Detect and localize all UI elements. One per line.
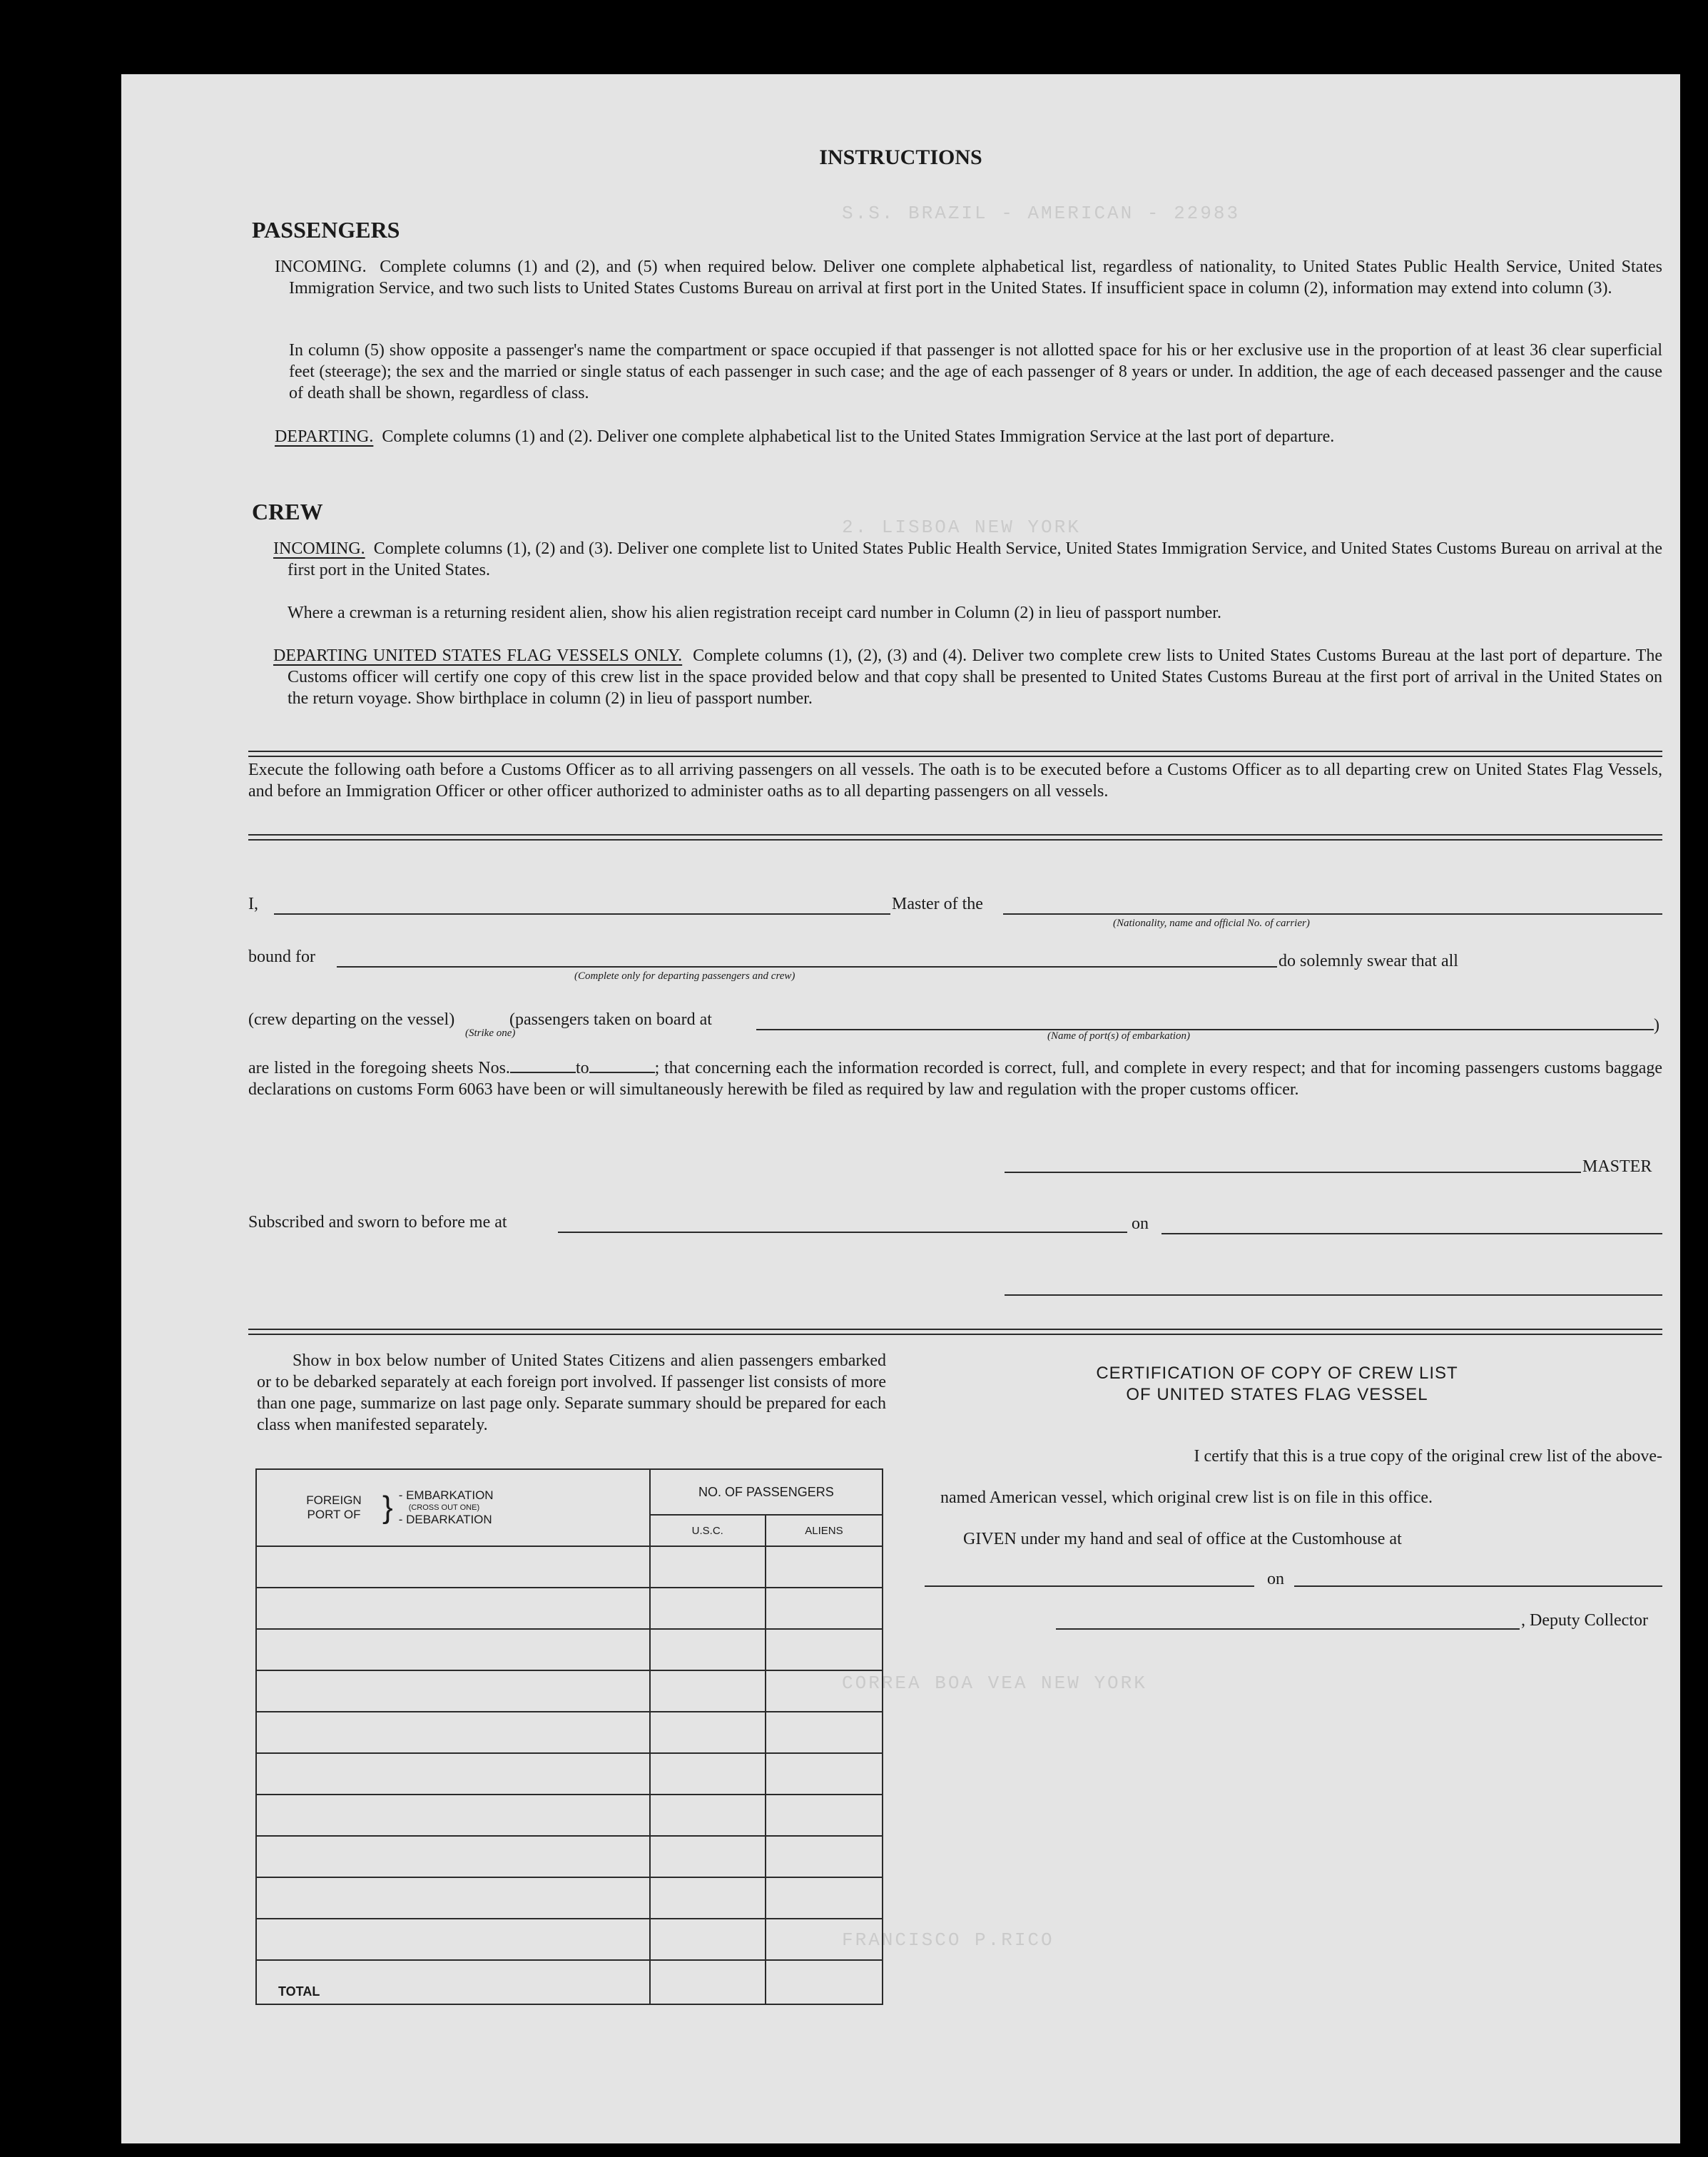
oath-intro-paragraph: Execute the following oath before a Customs Officer as to all arriving passengers on all vessels. The oath is to be executed before a Customs Officer as to all departing crew on United States Flag Vessels, and before an Immigration Officer or other officer authorized to administer oaths as to all departing passengers on all vessels. — [248, 761, 1662, 801]
port-cell[interactable] — [256, 1588, 650, 1629]
strike-one-caption: (Strike one) — [465, 1027, 516, 1039]
crew-incoming-label: INCOMING. — [273, 539, 365, 558]
table-row — [256, 1919, 883, 1960]
embarkation-label[interactable]: - EMBARKATION — [398, 1488, 494, 1502]
certification-date-field[interactable] — [1294, 1585, 1662, 1587]
usc-cell[interactable] — [650, 1836, 766, 1877]
aliens-cell[interactable] — [766, 1753, 883, 1795]
table-row — [256, 1836, 883, 1877]
section-divider — [248, 1329, 1662, 1335]
section-divider — [248, 751, 1662, 757]
usc-cell[interactable] — [650, 1670, 766, 1712]
port-cell[interactable] — [256, 1795, 650, 1836]
bound-for-field[interactable] — [337, 966, 1277, 968]
cross-out-label: (CROSS OUT ONE) — [408, 1503, 480, 1512]
port-cell[interactable] — [256, 1836, 650, 1877]
master-signature-field[interactable] — [1005, 1172, 1581, 1173]
aliens-cell[interactable] — [766, 1670, 883, 1712]
table-row — [256, 1670, 883, 1712]
sworn-on-label: on — [1132, 1214, 1149, 1233]
passenger-count-header: NO. OF PASSENGERS — [650, 1469, 883, 1515]
port-cell[interactable] — [256, 1712, 650, 1753]
total-label: TOTAL — [256, 1960, 650, 2004]
bleed-through-text: S.S. BRAZIL - AMERICAN - 22983 — [842, 203, 1241, 224]
aliens-cell[interactable] — [766, 1836, 883, 1877]
passengers-incoming-paragraph — [275, 256, 1662, 299]
usc-cell[interactable] — [650, 1588, 766, 1629]
bleed-through-text: FRANCISCO P.RICO — [842, 1929, 1054, 1951]
usc-cell[interactable] — [650, 1546, 766, 1588]
usc-cell[interactable] — [650, 1629, 766, 1670]
aliens-cell[interactable] — [766, 1546, 883, 1588]
port-cell[interactable] — [256, 1753, 650, 1795]
table-row — [256, 1629, 883, 1670]
total-row — [256, 1960, 883, 2004]
table-row — [256, 1712, 883, 1753]
aliens-cell[interactable] — [766, 1712, 883, 1753]
port-cell[interactable] — [256, 1670, 650, 1712]
embarkation-port-field[interactable] — [756, 1029, 1654, 1030]
crew-resident-paragraph: Where a crewman is a returning resident alien, show his alien registration receipt card number in Column (2) in lieu of passport number. — [288, 604, 1221, 622]
passengers-column5-paragraph: In column (5) show opposite a passenger's name the compartment or space occupied if that passenger is not allotted space for his or her exclusive use in the proportion of at least 36 clear superficial feet (steerage); the sex and the married or single status of each passenger in such case; and the age of each passenger of 8 years or under. In addition, the age of each deceased passenger and the cause of death shall be shown, regardless of class. — [289, 341, 1662, 402]
carrier-field[interactable] — [1003, 913, 1662, 915]
deputy-collector-label: , Deputy Collector — [1521, 1611, 1648, 1630]
foreign-port-label: FOREIGN PORT OF — [306, 1493, 362, 1521]
page-title: INSTRUCTIONS — [819, 146, 982, 169]
port-cell[interactable] — [256, 1919, 650, 1960]
certification-heading-line-2: OF UNITED STATES FLAG VESSEL — [1126, 1385, 1428, 1404]
passengers-incoming-label: INCOMING. — [275, 258, 367, 276]
passengers-departing-label: DEPARTING. — [275, 427, 374, 446]
summary-note: Show in box below number of United States Citizens and alien passengers embarked or to be debarked separately at each foreign port involved. If passenger list consists of more than one page, summarize on last page only. Separate summary should be prepared for each class when manifested separately. — [257, 1351, 886, 1434]
close-paren: ) — [1654, 1016, 1659, 1035]
oath-i-label: I, — [248, 895, 258, 913]
port-cell[interactable] — [256, 1546, 650, 1588]
listed-statement: ; that concerning each the information recorded is correct, full, and complete in every respect; and that for incoming passengers customs baggage declarations on customs Form 6063 have been or will simultaneously herewith be filed as required by law and regulation with the proper customs officer. — [248, 1059, 1662, 1099]
usc-cell[interactable] — [650, 1712, 766, 1753]
sheet-from-field[interactable] — [510, 1059, 576, 1073]
brace-icon: } — [382, 1490, 393, 1525]
aliens-total-cell[interactable] — [766, 1960, 883, 2004]
aliens-cell[interactable] — [766, 1919, 883, 1960]
aliens-cell[interactable] — [766, 1629, 883, 1670]
port-header-cell — [256, 1469, 650, 1546]
passengers-heading: PASSENGERS — [252, 217, 400, 243]
given-line: GIVEN under my hand and seal of office at the Customhouse at — [963, 1530, 1402, 1548]
bleed-through-text: CORREA BOA VEA NEW YORK — [842, 1673, 1147, 1694]
table-row — [256, 1588, 883, 1629]
passengers-departing-paragraph — [275, 426, 1662, 447]
table-row — [256, 1877, 883, 1919]
usc-cell[interactable] — [650, 1795, 766, 1836]
listed-to-label: to — [575, 1059, 589, 1077]
certification-on-label: on — [1267, 1570, 1284, 1588]
crew-incoming-text: Complete columns (1), (2) and (3). Deliver one complete list to United States Public Health Service, United States Immigration Service, and United States Customs Bureau on arrival at the first port in the United States. — [288, 539, 1663, 579]
usc-total-cell[interactable] — [650, 1960, 766, 2004]
bound-for-label: bound for — [248, 948, 315, 966]
sheet-to-field[interactable] — [589, 1059, 655, 1073]
listed-sheets-label: are listed in the foregoing sheets Nos. — [248, 1059, 510, 1077]
bound-for-caption: (Complete only for departing passengers and crew) — [574, 970, 795, 982]
certify-line-1: I certify that this is a true copy of the original crew list of the above- — [1194, 1447, 1662, 1466]
usc-cell[interactable] — [650, 1877, 766, 1919]
crew-departing-option[interactable]: (crew departing on the vessel) — [248, 1010, 455, 1029]
crew-departing-text: Complete columns (1), (2), (3) and (4). Deliver two complete crew lists to United States Customs Bureau at the last port of departure. The Customs officer will certify one copy of this crew list in the space provided below and that copy shall be presented to United States Customs Bureau at the first port of arrival in the United States on the return voyage. Show birthplace in column (2) in lieu of passport number. — [288, 646, 1663, 708]
document-page — [121, 74, 1680, 2143]
passengers-departing-text: Complete columns (1) and (2). Deliver one complete alphabetical list to the United States Immigration Service at the last port of departure. — [382, 427, 1335, 446]
port-caption: (Name of port(s) of embarkation) — [1047, 1030, 1190, 1042]
swear-label: do solemnly swear that all — [1279, 952, 1458, 970]
bleed-through-text: 2. LISBOA NEW YORK — [842, 517, 1081, 538]
usc-cell[interactable] — [650, 1919, 766, 1960]
section-divider — [248, 834, 1662, 841]
certification-heading — [992, 1363, 1562, 1406]
master-label: MASTER — [1582, 1157, 1652, 1176]
aliens-cell[interactable] — [766, 1588, 883, 1629]
crew-incoming-paragraph — [273, 538, 1662, 581]
passenger-summary-table — [255, 1468, 883, 2005]
usc-cell[interactable] — [650, 1753, 766, 1795]
aliens-cell[interactable] — [766, 1877, 883, 1919]
master-of-label: Master of the — [892, 895, 983, 913]
sworn-date-field[interactable] — [1161, 1233, 1662, 1234]
deputy-signature-field[interactable] — [1056, 1628, 1520, 1630]
aliens-cell[interactable] — [766, 1795, 883, 1836]
crew-departing-label: DEPARTING UNITED STATES FLAG VESSELS ONLY. — [273, 646, 683, 665]
debarkation-label[interactable]: - DEBARKATION — [398, 1513, 492, 1526]
crew-heading: CREW — [252, 499, 323, 524]
port-cell[interactable] — [256, 1877, 650, 1919]
crew-departing-paragraph — [273, 645, 1662, 709]
listed-paragraph — [248, 1057, 1662, 1100]
aliens-header: ALIENS — [766, 1515, 883, 1546]
usc-header: U.S.C. — [650, 1515, 766, 1546]
certification-heading-line-1: CERTIFICATION OF COPY OF CREW LIST — [1096, 1364, 1458, 1383]
officer-signature-field[interactable] — [1005, 1294, 1662, 1296]
port-cell[interactable] — [256, 1629, 650, 1670]
table-row — [256, 1753, 883, 1795]
subscribed-label: Subscribed and sworn to before me at — [248, 1213, 507, 1232]
certify-line-2: named American vessel, which original crew list is on file in this office. — [940, 1488, 1433, 1507]
table-row — [256, 1795, 883, 1836]
passengers-incoming-text: Complete columns (1) and (2), and (5) when required below. Deliver one complete alphabetical list, regardless of nationality, to United States Public Health Service, United States Immigration Service, and two such lists to United States Customs Bureau on arrival at first port in the United States. If insufficient space in column (2), information may extend into column (3). — [289, 258, 1662, 298]
passengers-taken-option[interactable]: (passengers taken on board at — [509, 1010, 712, 1029]
customhouse-field[interactable] — [925, 1585, 1254, 1587]
table-row — [256, 1546, 883, 1588]
carrier-caption: (Nationality, name and official No. of carrier) — [1113, 918, 1310, 929]
master-name-field[interactable] — [274, 913, 890, 915]
sworn-location-field[interactable] — [558, 1232, 1127, 1233]
